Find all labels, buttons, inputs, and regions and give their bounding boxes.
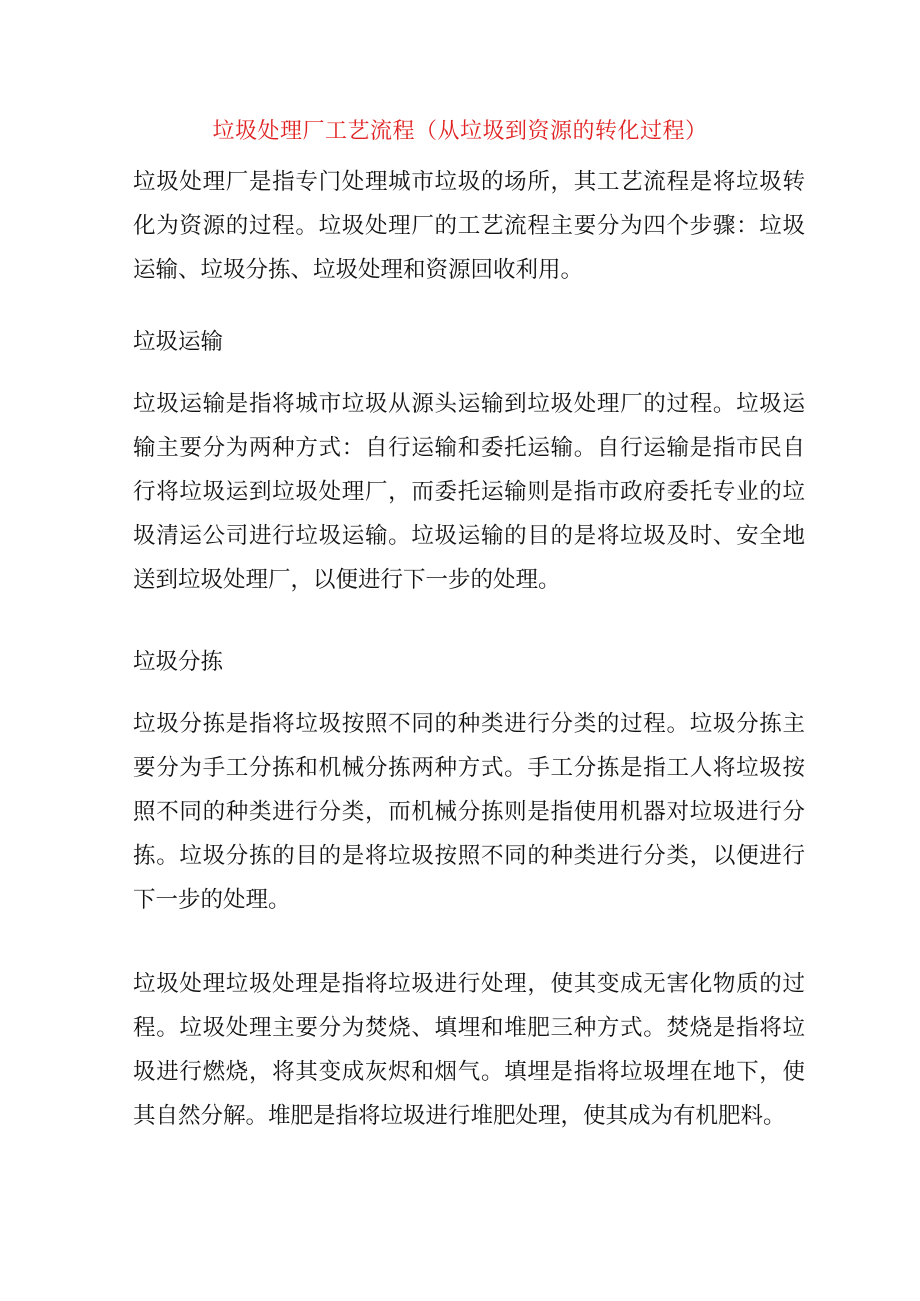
section-paragraph-sorting: 垃圾分拣是指将垃圾按照不同的种类进行分类的过程。垃圾分拣主要分为手工分拣和机械分拣两种方式。手工分拣是指工人将垃圾按照不同的种类进行分类，而机械分拣则是指使用机器对垃圾进行分拣。垃圾分拣的目的是将垃圾按照不同的种类进行分类，以便进行下一步的处理。 xyxy=(133,711,805,913)
section-paragraph-treatment: 垃圾处理垃圾处理是指将垃圾进行处理，使其变成无害化物质的过程。垃圾处理主要分为焚烧、填埋和堆肥三种方式。焚烧是指将垃圾进行燃烧，将其变成灰烬和烟气。填埋是指将垃圾埋在地下，使其自然分解。堆肥是指将垃圾进行堆肥处理，使其成为有机肥料。 xyxy=(133,971,805,1129)
section-paragraph-transport: 垃圾运输是指将城市垃圾从源头运输到垃圾处理厂的过程。垃圾运输主要分为两种方式：自行运输和委托运输。自行运输是指市民自行将垃圾运到垃圾处理厂，而委托运输则是指市政府委托专业的垃圾清运公司进行垃圾运输。垃圾运输的目的是将垃圾及时、安全地送到垃圾处理厂，以便进行下一步的处理。 xyxy=(133,391,805,593)
section-heading-sorting: 垃圾分拣 xyxy=(133,649,224,675)
intro-paragraph: 垃圾处理厂是指专门处理城市垃圾的场所，其工艺流程是将垃圾转化为资源的过程。垃圾处理厂的工艺流程主要分为四个步骤：垃圾运输、垃圾分拣、垃圾处理和资源回收利用。 xyxy=(133,169,805,283)
document-title: 垃圾处理厂工艺流程（从垃圾到资源的转化过程） xyxy=(212,119,708,144)
section-heading-transport: 垃圾运输 xyxy=(133,329,224,355)
